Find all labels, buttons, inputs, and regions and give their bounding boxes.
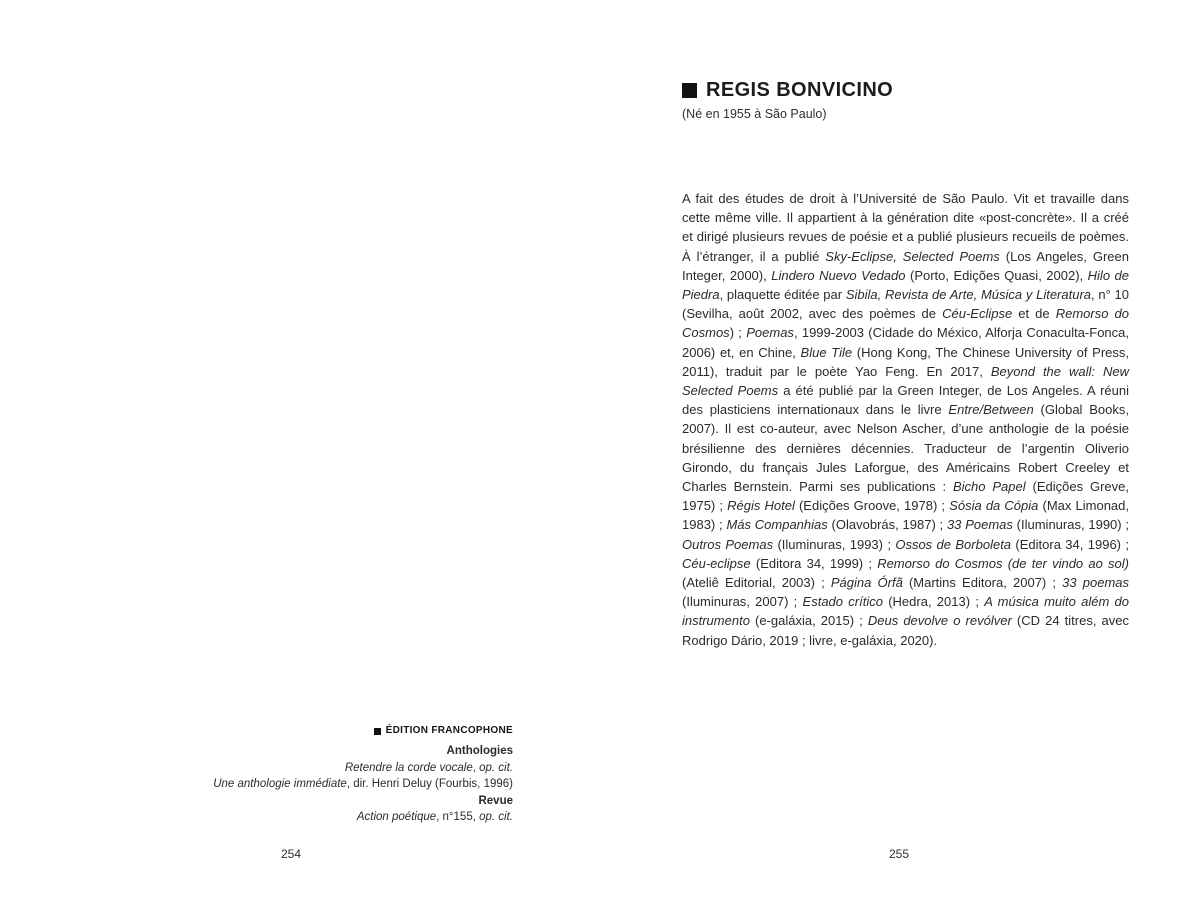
page-number-right: 255 [888,847,910,861]
bibliography-entry: Retendre la corde vocale, op. cit. [344,761,513,774]
biography-paragraph: A fait des études de droit à l’Université de São Paulo. Vit et travaille dans cette même ville. Il appartient à la génération dite «post-concrète». Il a créé et dirigé plusieurs revues de poésie et a publié plusieurs recueils de poèmes. À l’étranger, il a publié Sky-Eclipse, Selected Poems (Los Angeles, Green Integer, 2000), Lindero Nuevo Vedado (Porto, Edições Quasi, 2002), Hilo de Piedra, plaquette éditée par Sibila, Revista de Arte, Música y Literatura, n° 10 (Sevilha, août 2002, avec des poèmes de Céu-Eclipse et de Remorso do Cosmos) ; Poemas, 1999-2003 (Cidade do México, Alforja Conaculta-Fonca, 2006) et, en Chine, Blue Tile (Hong Kong, The Chinese University of Press, 2011), traduit par le poète Yao Feng. En 2017, Beyond the wall: New Selected Poems a été publié par la Green Integer, de Los Angeles. A réuni des plasticiens internationaux dans le livre Entre/Between (Global Books, 2007). Il est co-auteur, avec Nelson Ascher, d’une anthologie de la poésie brésilienne des dernières décennies. Traducteur de l’argentin Oliverio Girondo, du français Jules Laforgue, des Américains Robert Creeley et Charles Bernstein. Parmi ses publications : Bicho Papel (Edições Greve, 1975) ; Régis Hotel (Edições Groove, 1978) ; Sósia da Cópia (Max Limonad, 1983) ; Más Companhias (Olavobrás, 1987) ; 33 Poemas (Iluminuras, 1990) ; Outros Poemas (Iluminuras, 1993) ; Ossos de Borboleta (Editora 34, 1996) ; Céu-eclipse (Editora 34, 1999) ; Remorso do Cosmos (de ter vindo ao sol) (Ateliê Editorial, 2003) ; Página Órfã (Martins Editora, 2007) ; 33 poemas (Iluminuras, 2007) ; Estado crítico (Hedra, 2013) ; A música muito além do instrumento (e-galáxia, 2015) ; Deus devolve o revólver (CD 24 titres, avec Rodrigo Dário, 2019 ; livre, e-galáxia, 2020). [682,191,1130,648]
author-heading [682,79,893,102]
francophone-edition-block [213,723,513,825]
bibliography-entry: Une anthologie immédiate, dir. Henri Deluy (Fourbis, 1996) [213,778,513,791]
francophone-edition-heading-text: ÉDITION FRANCOPHONE [385,725,513,736]
bibliography-entry: Action poétique, n°155, op. cit. [356,811,513,824]
bibliography-section-label: Anthologies [446,745,513,758]
square-bullet-icon [374,728,381,735]
bibliography-section-label: Revue [478,794,513,807]
francophone-edition-heading [213,723,513,739]
square-bullet-icon [682,83,697,98]
author-name: REGIS BONVICINO [706,79,894,101]
page-number-left: 254 [280,847,302,861]
author-birth-note: (Né en 1955 à São Paulo) [682,107,827,121]
